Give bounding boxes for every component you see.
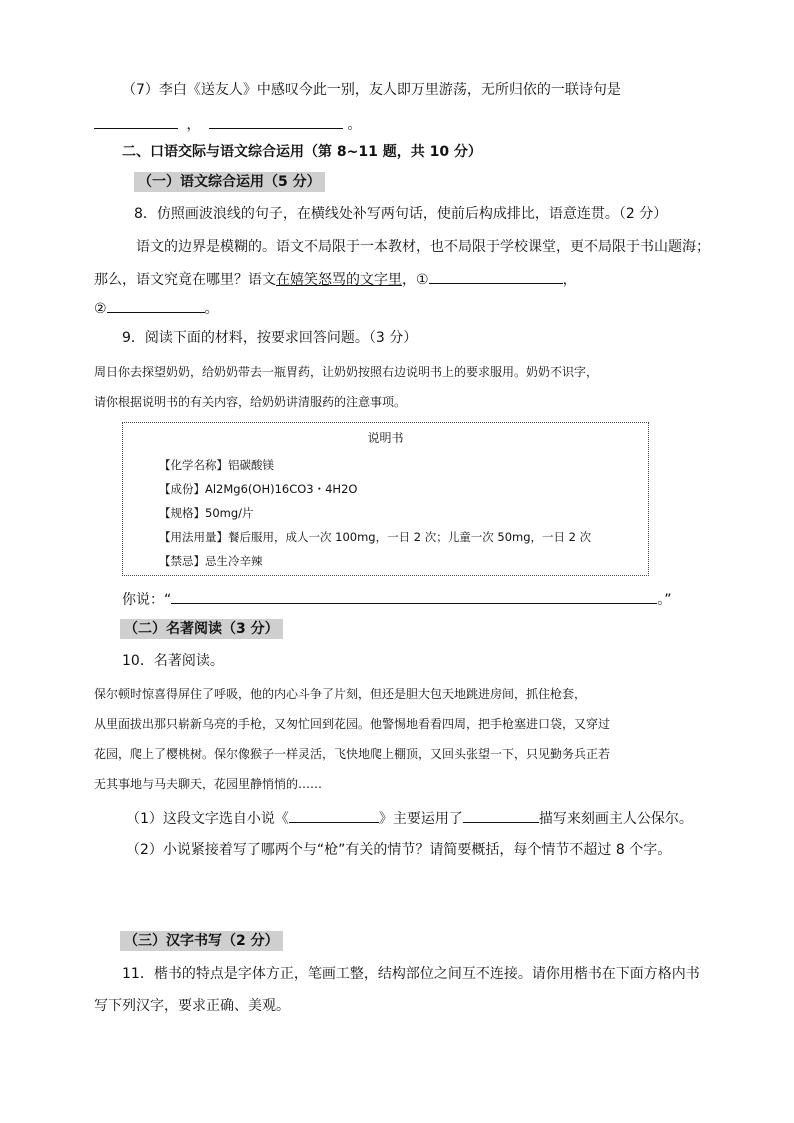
q9-answer-line: [122, 589, 672, 610]
q7-line1: [122, 80, 621, 100]
q10-technique-blank[interactable]: [463, 808, 539, 823]
section-tag-3: （三）汉字书写（2 分）: [120, 931, 283, 951]
instruction-sheet-title: 说明书: [367, 431, 404, 445]
section-tag-1: （一）语文综合运用（5 分）: [134, 172, 325, 192]
q9-answer-prefix: 你说：“: [122, 592, 172, 608]
q8-para-1: 语文的边界是模糊的。语文不局限于一本教材，也不局限于学校课堂，更不局限于书山题海；: [136, 239, 710, 255]
q10-s1-a: （1）这段文字选自小说《: [126, 811, 289, 827]
q11-line-1: 11．楷书的特点是字体方正，笔画工整，结构部位之间互不连接。请你用楷书在下面方格内书: [122, 966, 700, 982]
q11-line-2: 写下列汉字，要求正确、美观。: [94, 998, 290, 1014]
q9-stem: 9．阅读下面的材料，按要求回答问题。（3 分）: [122, 330, 418, 346]
q8-p3-b: 。: [204, 301, 219, 317]
q7-text: （7）李白《送友人》中感叹今此一别，友人即万里游荡，无所归依的一联诗句是: [122, 82, 621, 98]
q10-sub-1: [126, 808, 693, 829]
q7-blank-2[interactable]: [209, 114, 343, 129]
q8-blank-2[interactable]: [107, 298, 205, 313]
q8-p2-b: ，①: [402, 272, 429, 288]
q10-book-title-blank[interactable]: [289, 808, 379, 823]
part2-heading: 二、口语交际与语文综合运用（第 8~11 题，共 10 分）: [122, 144, 482, 160]
q7-line2: [94, 114, 361, 135]
q7-sep: ，: [186, 117, 201, 133]
q9-answer-suffix: 。”: [657, 592, 672, 608]
q8-para-3: [94, 298, 219, 319]
q8-p3-a: ②: [94, 301, 107, 317]
instruction-sheet-box: [122, 422, 649, 576]
q10-material-4: 无其事地与马夫聊天，花园里静悄悄的……: [94, 777, 323, 791]
instruction-row-dosage: 【用法用量】餐后服用，成人一次 100mg，一日 2 次；儿童一次 50mg，一日 2 次: [159, 530, 592, 544]
q7-blank-1[interactable]: [94, 114, 178, 129]
instruction-row-spec: 【规格】50mg/片: [159, 506, 254, 520]
instruction-row-ingredients: 【成份】Al2Mg6(OH)16CO3・4H2O: [159, 482, 358, 496]
q8-p2-a: 那么，语文究竟在哪里？语文: [94, 272, 276, 288]
q9-material-2: 请你根据说明书的有关内容，给奶奶讲清服药的注意事项。: [94, 395, 407, 409]
q8-para-2: [94, 269, 577, 290]
q9-material-1: 周日你去探望奶奶，给奶奶带去一瓶胃药，让奶奶按照右边说明书上的要求服用。奶奶不识字，: [94, 365, 599, 379]
q8-blank-1[interactable]: [429, 269, 563, 284]
q7-end: 。: [347, 117, 362, 133]
q10-material-1: 保尔顿时惊喜得屏住了呼吸，他的内心斗争了片刻，但还是胆大包天地跳进房间，抓住枪套，: [94, 687, 587, 701]
q8-p2-c: ，: [562, 272, 577, 288]
q8-stem: 8．仿照画波浪线的句子，在横线处补写两句话，使前后构成排比，语意连贯。（2 分）: [134, 206, 668, 222]
q9-answer-blank[interactable]: [171, 589, 657, 604]
q10-material-2: 从里面拔出那只崭新乌亮的手枪，又匆忙回到花园。他警惕地看看四周，把手枪塞进口袋，又穿过: [94, 717, 611, 731]
q10-s1-b: 》主要运用了: [378, 811, 463, 827]
section-tag-2: （二）名著阅读（3 分）: [120, 619, 283, 639]
q10-s1-c: 描写来刻画主人公保尔。: [538, 811, 693, 827]
instruction-row-contraindication: 【禁忌】忌生冷辛辣: [159, 554, 263, 568]
instruction-row-chemical-name: 【化学名称】铝碳酸镁: [159, 458, 274, 472]
q10-material-3: 花园，爬上了樱桃树。保尔像猴子一样灵活，飞快地爬上棚顶，又回头张望一下，只见勤务兵正若: [94, 747, 611, 761]
q10-sub-2: （2）小说紧接着写了哪两个与“枪”有关的情节？请简要概括，每个情节不超过 8 个字。: [126, 842, 672, 858]
q8-wavy-sentence: 在嬉笑怒骂的文字里: [276, 272, 402, 288]
q10-stem: 10．名著阅读。: [122, 653, 224, 669]
